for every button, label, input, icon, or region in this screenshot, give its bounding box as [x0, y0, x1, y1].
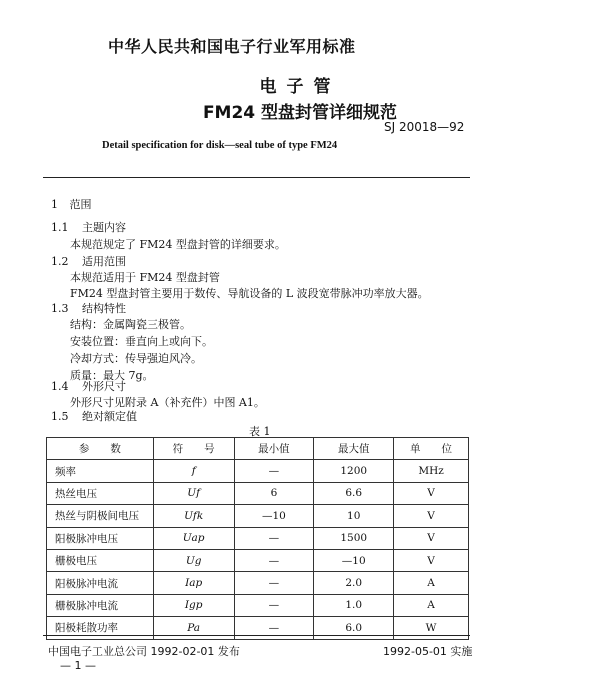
symbol-cell: Uap	[153, 527, 234, 549]
min-cell: —	[234, 617, 314, 639]
section-1-3-heading	[51, 300, 126, 316]
table-row	[47, 527, 469, 549]
page-number: — 1 —	[60, 659, 96, 672]
min-cell: —	[234, 594, 314, 616]
issuer-line: 中国电子工业总公司 1992-02-01 发布	[48, 645, 240, 658]
min-cell: —	[234, 549, 314, 571]
section-label: 外形尺寸	[82, 380, 126, 393]
param-cell: 频率	[47, 460, 154, 482]
symbol-cell: Ug	[153, 549, 234, 571]
param-cell: 栅极电压	[47, 549, 154, 571]
symbol-cell: Ufk	[153, 505, 234, 527]
min-cell: —	[234, 460, 314, 482]
section-1-4-heading	[51, 378, 126, 394]
table-row	[47, 572, 469, 594]
unit-cell: V	[394, 527, 469, 549]
table-row	[47, 505, 469, 527]
header-unit: 单 位	[394, 438, 469, 460]
max-cell: 10	[314, 505, 394, 527]
max-cell: 1.0	[314, 594, 394, 616]
max-cell: 1200	[314, 460, 394, 482]
section-1-2-heading	[51, 253, 126, 269]
section-label: 绝对额定值	[82, 410, 137, 423]
section-1-5-heading	[51, 408, 137, 424]
section-number: 1	[51, 198, 58, 211]
param-cell: 阳极脉冲电压	[47, 527, 154, 549]
bottom-rule	[43, 635, 470, 636]
doc-title-line2: FM24 型盘封管详细规范	[202, 103, 398, 123]
table-caption: 表 1	[249, 425, 271, 438]
standard-category-header: 中华人民共和国电子行业军用标准	[108, 37, 356, 56]
header-symbol: 符 号	[153, 438, 234, 460]
symbol-cell: Iap	[153, 572, 234, 594]
min-cell: —	[234, 527, 314, 549]
symbol-cell: Igp	[153, 594, 234, 616]
effective-date: 1992-05-01 实施	[383, 645, 473, 658]
structure-item: 结构：金属陶瓷三极管。	[70, 318, 191, 331]
max-cell: 6.0	[314, 617, 394, 639]
section-label: 范围	[69, 198, 92, 211]
english-title: Detail specification for disk—seal tube of type FM24	[102, 140, 338, 151]
max-cell: —10	[314, 549, 394, 571]
max-cell: 6.6	[314, 482, 394, 504]
symbol-cell: Uf	[153, 482, 234, 504]
section-1-1-body: 本规范规定了 FM24 型盘封管的详细要求。	[70, 238, 286, 251]
standard-number: SJ 20018—92	[384, 120, 465, 134]
section-1-heading	[51, 196, 92, 212]
unit-cell: V	[394, 482, 469, 504]
structure-item: 质量：最大 7g。	[70, 369, 154, 382]
param-cell: 阳极耗散功率	[47, 617, 154, 639]
min-cell: —	[234, 572, 314, 594]
max-cell: 1500	[314, 527, 394, 549]
min-cell: —10	[234, 505, 314, 527]
section-label: 主题内容	[82, 221, 126, 234]
param-cell: 热丝电压	[47, 482, 154, 504]
structure-item: 安装位置：垂直向上或向下。	[70, 335, 213, 348]
param-cell: 热丝与阴极间电压	[47, 505, 154, 527]
param-cell: 栅极脉冲电流	[47, 594, 154, 616]
section-number: 1.5	[51, 410, 69, 423]
section-number: 1.1	[51, 221, 69, 234]
symbol-cell: f	[153, 460, 234, 482]
unit-cell: W	[394, 617, 469, 639]
section-1-1-heading	[51, 219, 126, 235]
unit-cell: A	[394, 572, 469, 594]
section-number: 1.2	[51, 255, 69, 268]
section-number: 1.4	[51, 380, 69, 393]
doc-title-line1: 电子管	[259, 77, 341, 97]
table-row	[47, 482, 469, 504]
structure-item: 冷却方式：传导强迫风冷。	[70, 352, 202, 365]
table-row	[47, 460, 469, 482]
unit-cell: MHz	[394, 460, 469, 482]
header-param: 参 数	[47, 438, 154, 460]
section-1-2-body-2: FM24 型盘封管主要用于数传、导航设备的 L 波段宽带脉冲功率放大器。	[70, 287, 429, 300]
header-max: 最大值	[314, 438, 394, 460]
table-header-row	[47, 438, 469, 460]
section-label: 结构特性	[82, 302, 126, 315]
table-row	[47, 594, 469, 616]
min-cell: 6	[234, 482, 314, 504]
header-min: 最小值	[234, 438, 314, 460]
symbol-cell: Pa	[153, 617, 234, 639]
section-1-2-body-1: 本规范适用于 FM24 型盘封管	[70, 271, 220, 284]
unit-cell: V	[394, 549, 469, 571]
section-label: 适用范围	[82, 255, 126, 268]
top-rule	[43, 177, 470, 178]
table-row	[47, 549, 469, 571]
section-number: 1.3	[51, 302, 69, 315]
max-cell: 2.0	[314, 572, 394, 594]
unit-cell: A	[394, 594, 469, 616]
param-cell: 阳极脉冲电流	[47, 572, 154, 594]
unit-cell: V	[394, 505, 469, 527]
ratings-table	[46, 437, 469, 640]
section-1-4-body: 外形尺寸见附录 A（补充件）中图 A1。	[70, 396, 265, 409]
